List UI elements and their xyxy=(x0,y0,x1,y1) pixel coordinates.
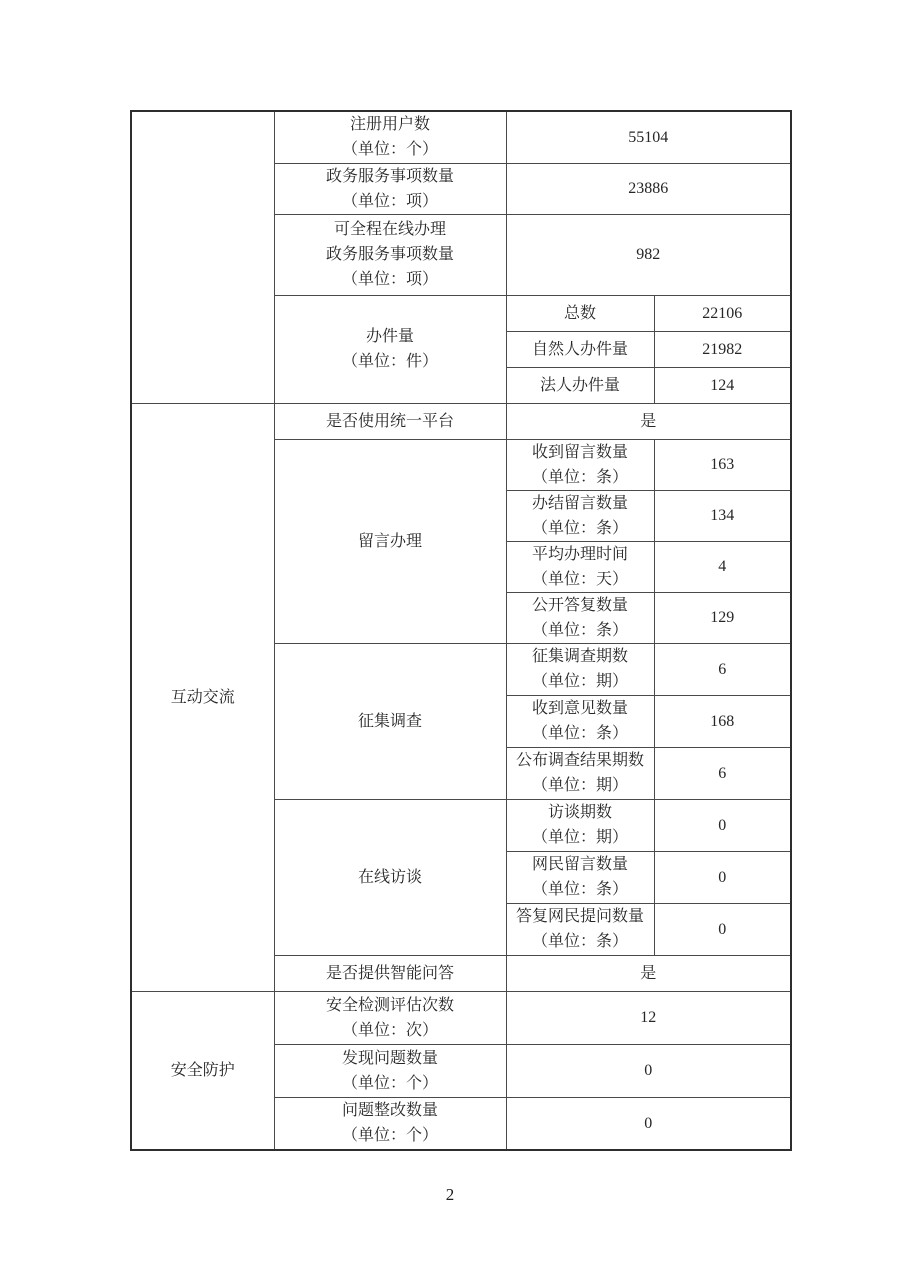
label-line: 政务服务事项数量 xyxy=(325,246,454,263)
item-label-cell xyxy=(274,1044,506,1097)
unit-line: （单位：期） xyxy=(531,777,628,794)
unit-line: （单位：条） xyxy=(531,519,628,537)
item-label-cell xyxy=(274,1097,506,1150)
value-cell: 是 xyxy=(506,955,791,991)
subitem-value-cell: 124 xyxy=(654,367,791,403)
group-label-cell: 征集调查 xyxy=(274,643,506,799)
group-label-cell: 在线访谈 xyxy=(274,799,506,955)
group-label-cell xyxy=(274,295,506,403)
label-line: 发现问题数量 xyxy=(341,1049,438,1067)
subitem-value-cell: 4 xyxy=(654,541,791,592)
unit-line: （单位：个） xyxy=(341,1127,438,1145)
report-table xyxy=(130,110,792,1151)
item-label-cell xyxy=(274,214,506,295)
subitem-label-cell: 总数 xyxy=(506,295,654,331)
subitem-value-cell: 22106 xyxy=(654,295,791,331)
item-label-cell xyxy=(274,163,506,214)
unit-line: （单位：条） xyxy=(531,881,628,898)
label-line: 安全检测评估次数 xyxy=(325,996,454,1014)
item-label-cell: 是否提供智能问答 xyxy=(274,955,506,991)
label-line: 收到留言数量 xyxy=(531,443,628,461)
item-label-cell xyxy=(274,991,506,1044)
subitem-value-cell: 0 xyxy=(654,799,791,851)
unit-line: （单位：天） xyxy=(531,570,628,588)
category-cell: 互动交流 xyxy=(131,403,274,991)
unit-line: （单位：次） xyxy=(341,1021,438,1039)
group-label-cell: 留言办理 xyxy=(274,439,506,643)
value-cell: 982 xyxy=(506,214,791,295)
category-cell xyxy=(131,111,274,403)
subitem-label-cell xyxy=(506,747,654,799)
subitem-value-cell: 6 xyxy=(654,747,791,799)
unit-line: （单位：项） xyxy=(341,271,438,288)
unit-line: （单位：条） xyxy=(531,468,628,486)
label-line: 答复网民提问数量 xyxy=(515,908,644,925)
label-line: 征集调查期数 xyxy=(531,648,628,665)
value-cell: 55104 xyxy=(506,111,791,163)
label-line: 办件量 xyxy=(365,328,414,345)
subitem-label-cell xyxy=(506,490,654,541)
unit-line: （单位：条） xyxy=(531,621,628,639)
subitem-value-cell: 168 xyxy=(654,695,791,747)
subitem-value-cell: 6 xyxy=(654,643,791,695)
category-cell: 安全防护 xyxy=(131,991,274,1150)
subitem-value-cell: 0 xyxy=(654,903,791,955)
subitem-value-cell: 21982 xyxy=(654,331,791,367)
item-label-cell: 是否使用统一平台 xyxy=(274,403,506,439)
unit-line: （单位：个） xyxy=(341,141,438,159)
label-line: 平均办理时间 xyxy=(531,545,628,563)
page-number: 2 xyxy=(445,1185,455,1204)
subitem-label-cell xyxy=(506,439,654,490)
subitem-label-cell xyxy=(506,695,654,747)
subitem-label-cell xyxy=(506,799,654,851)
item-label-cell xyxy=(274,111,506,163)
label-line: 政务服务事项数量 xyxy=(325,167,454,185)
value-cell: 0 xyxy=(506,1097,791,1150)
unit-line: （单位：条） xyxy=(531,933,628,950)
label-line: 访谈期数 xyxy=(547,804,612,821)
subitem-value-cell: 134 xyxy=(654,490,791,541)
label-line: 注册用户数 xyxy=(349,116,430,134)
subitem-label-cell xyxy=(506,643,654,695)
label-line: 公布调查结果期数 xyxy=(515,752,644,769)
subitem-label-cell xyxy=(506,903,654,955)
subitem-label-cell xyxy=(506,851,654,903)
subitem-label-cell xyxy=(506,541,654,592)
subitem-value-cell: 129 xyxy=(654,592,791,643)
subitem-label-cell: 法人办件量 xyxy=(506,367,654,403)
label-line: 网民留言数量 xyxy=(531,856,628,873)
value-cell: 12 xyxy=(506,991,791,1044)
value-cell: 0 xyxy=(506,1044,791,1097)
label-line: 公开答复数量 xyxy=(531,596,628,614)
value-cell: 是 xyxy=(506,403,791,439)
subitem-label-cell xyxy=(506,592,654,643)
label-line: 办结留言数量 xyxy=(531,494,628,512)
value-cell: 23886 xyxy=(506,163,791,214)
subitem-value-cell: 163 xyxy=(654,439,791,490)
subitem-value-cell: 0 xyxy=(654,851,791,903)
subitem-label-cell: 自然人办件量 xyxy=(506,331,654,367)
unit-line: （单位：个） xyxy=(341,1074,438,1092)
unit-line: （单位：条） xyxy=(531,725,628,742)
unit-line: （单位：件） xyxy=(341,353,438,370)
unit-line: （单位：期） xyxy=(531,673,628,690)
label-line: 可全程在线办理 xyxy=(333,221,446,238)
label-line: 收到意见数量 xyxy=(531,700,628,717)
label-line: 问题整改数量 xyxy=(341,1102,438,1120)
unit-line: （单位：期） xyxy=(531,829,628,846)
unit-line: （单位：项） xyxy=(341,192,438,210)
